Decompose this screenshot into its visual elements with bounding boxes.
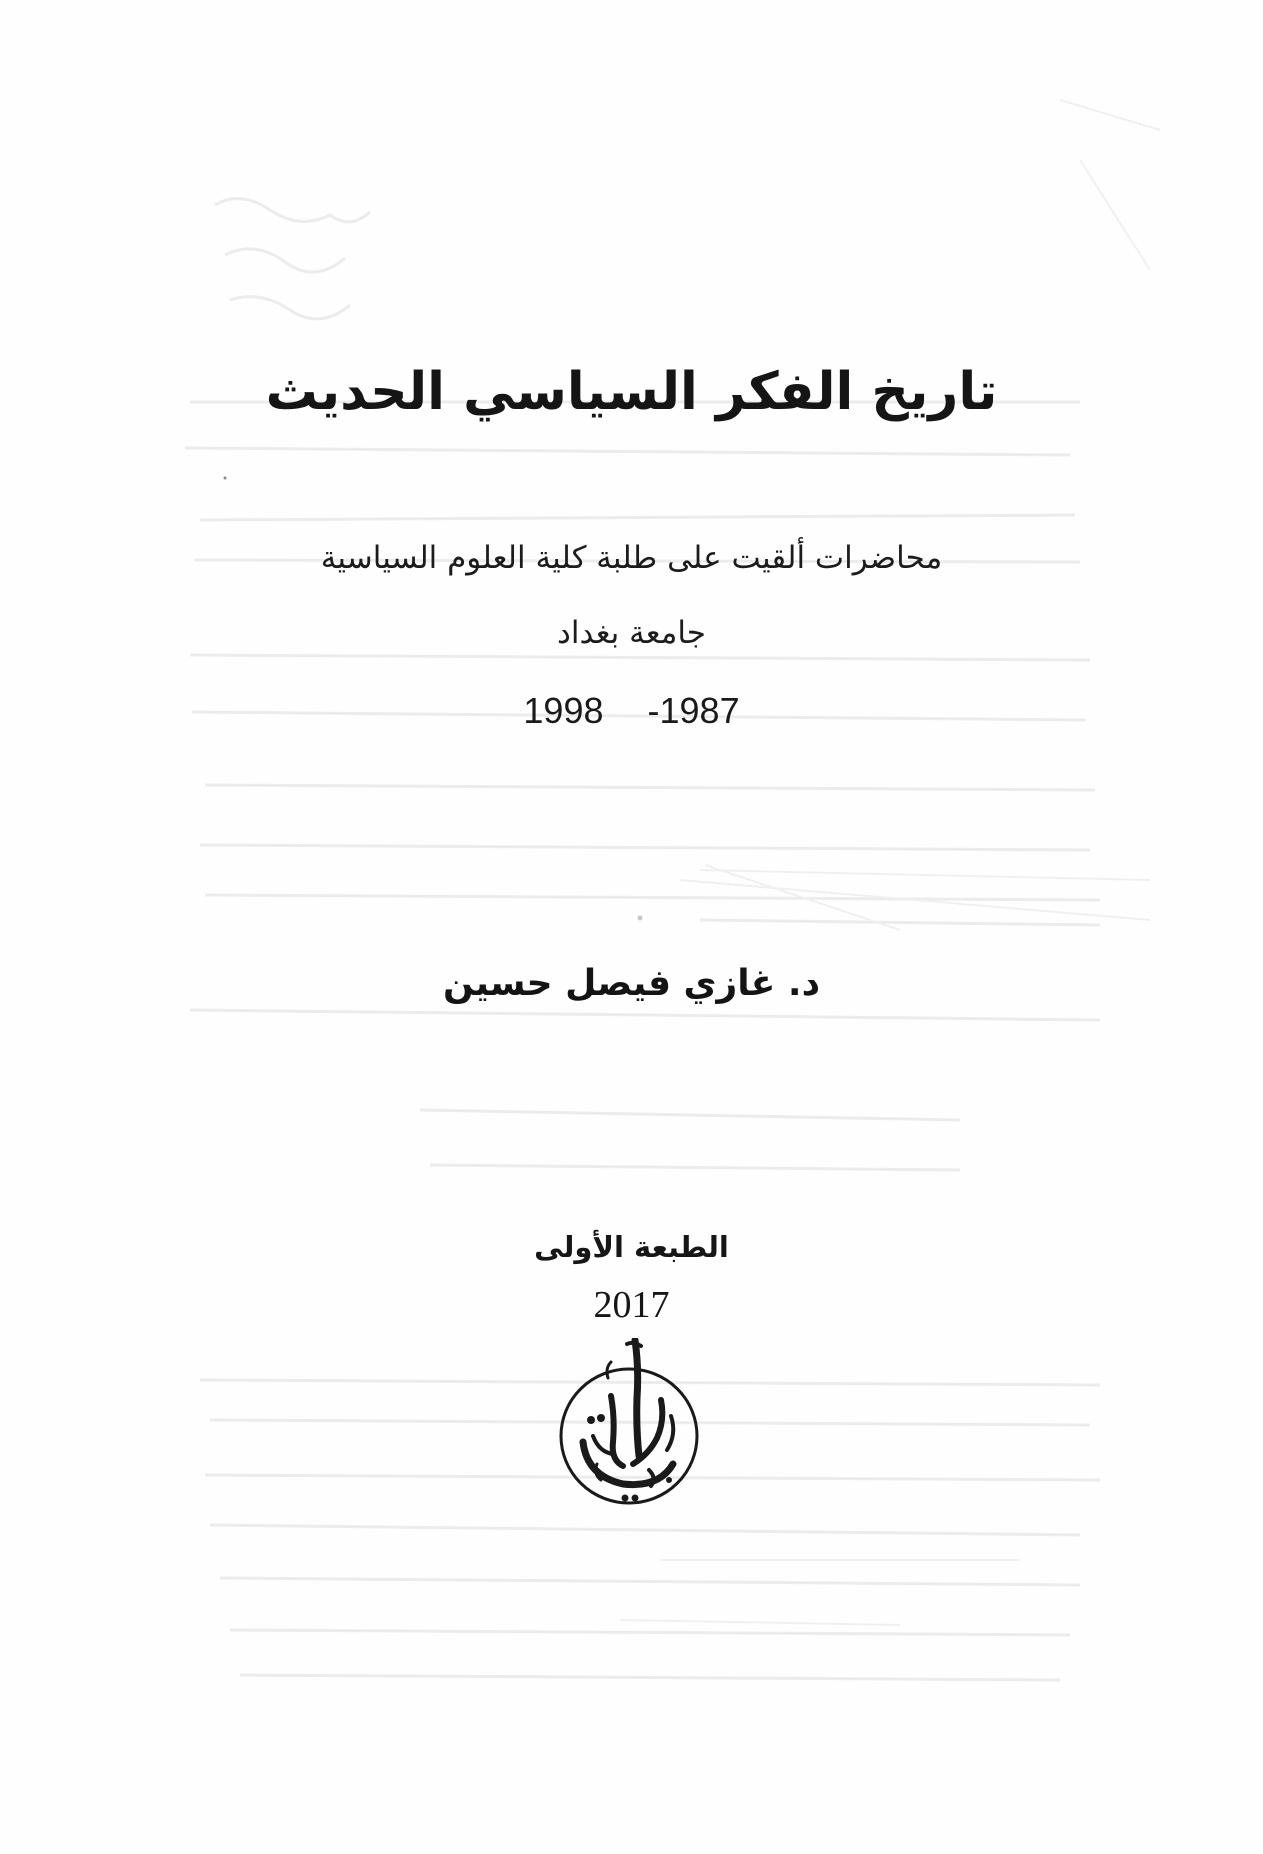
year-dash: -: [647, 690, 660, 731]
book-subtitle: محاضرات ألقيت على طلبة كلية العلوم السياسية: [320, 540, 943, 576]
author-name: د. غازي فيصل حسين: [442, 963, 821, 1004]
lecture-years: [0, 690, 1263, 732]
year-start: 1987: [659, 690, 740, 731]
edition-label: الطبعة الأولى: [534, 1230, 729, 1264]
publisher-calligraphy-logo-icon: [553, 1338, 705, 1510]
year-end: 1998: [523, 690, 604, 731]
edition-year: 2017: [593, 1284, 670, 1326]
book-title: تاريخ الفكر السياسي الحديث: [265, 362, 998, 422]
university-name: جامعة بغداد: [557, 615, 706, 651]
